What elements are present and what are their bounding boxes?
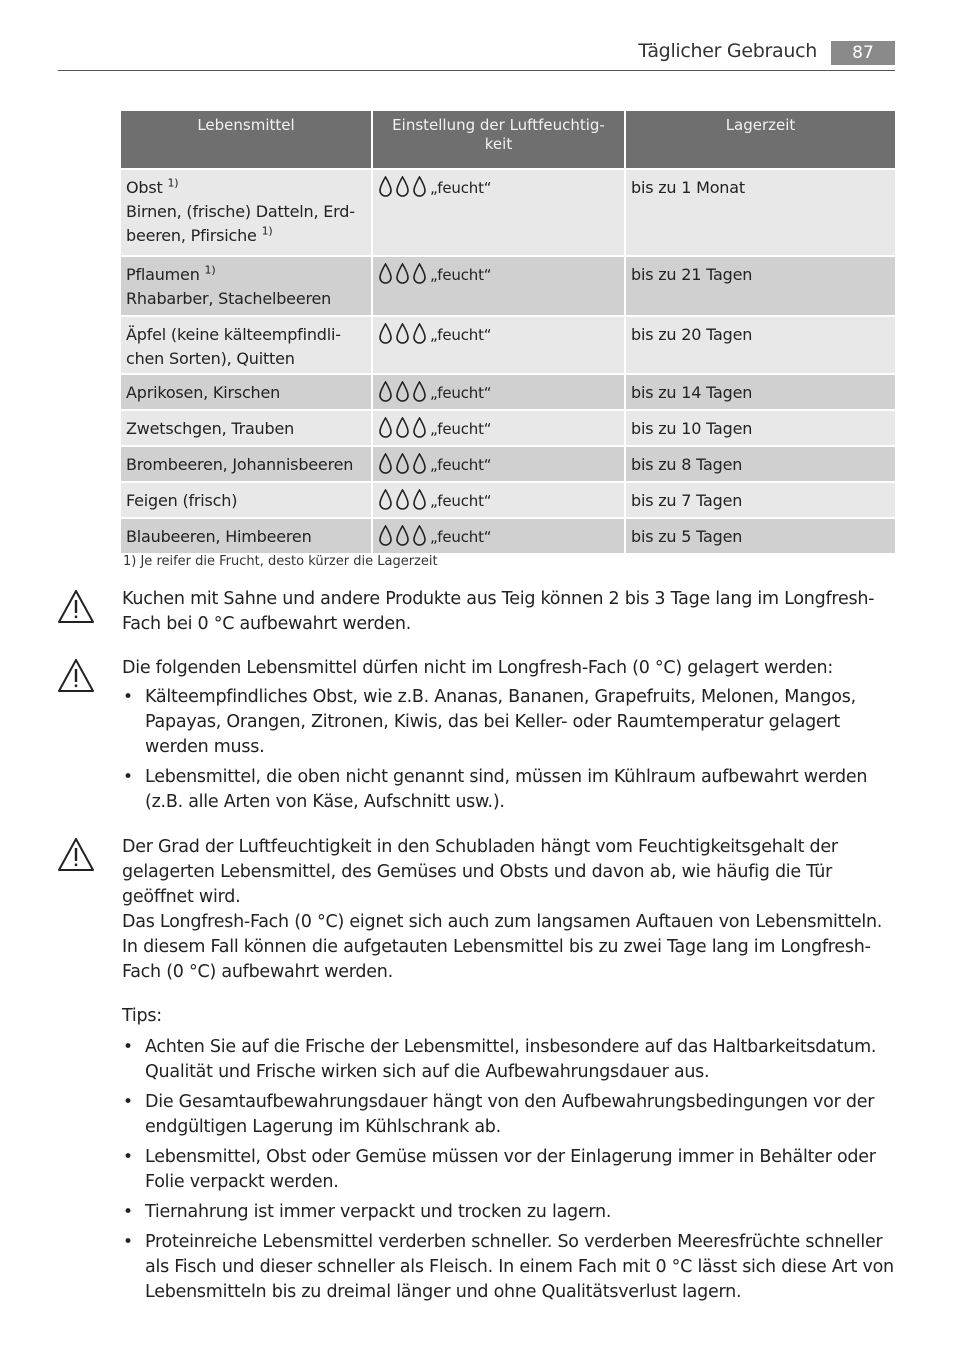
- humidity-label: „feucht“: [430, 266, 492, 284]
- list-item: • Lebensmittel, die oben nicht genannt sind, müssen im Kühlraum aufbewahrt werden (z.B. alle Arten von Käse, Aufschnitt usw.).: [122, 765, 897, 815]
- water-drops-icon: [378, 489, 428, 511]
- warning-triangle-icon: [57, 658, 95, 694]
- food-name: Obst: [126, 178, 163, 197]
- water-drops-icon: [378, 417, 428, 439]
- humidity-label: „feucht“: [430, 528, 492, 546]
- table-row: [121, 447, 895, 483]
- storage-cell: bis zu 21 Tagen: [626, 257, 895, 317]
- storage-cell: bis zu 1 Monat: [626, 170, 895, 257]
- tips-section: [122, 1004, 897, 1310]
- storage-cell: bis zu 7 Tagen: [626, 483, 895, 519]
- humidity-cell: [373, 519, 626, 555]
- list-item: • Achten Sie auf die Frische der Lebensmittel, insbesondere auf das Haltbarkeitsdatum. Qualität und Frische wirken sich auf die Aufbewahrungsdauer aus.: [122, 1035, 897, 1085]
- humidity-label: „feucht“: [430, 420, 492, 438]
- food-detail: beeren, Pfirsiche: [126, 226, 257, 245]
- warning-not-allowed: [122, 656, 897, 820]
- column-header-humidity: Einstellung der Luftfeuchtig- keit: [373, 111, 626, 170]
- water-drops-icon: [378, 525, 428, 547]
- list-item: • Proteinreiche Lebensmittel verderben schneller. So verderben Meeresfrüchte schneller als Fisch und dieser schneller als Fleisch. In einem Fach mit 0 °C lässt sich diese Art von Lebensmitteln bis zu dreimal länger und ohne Qualitätsverlust lagern.: [122, 1230, 897, 1305]
- table-row: [121, 170, 895, 257]
- water-drops-icon: [378, 176, 428, 198]
- storage-cell: bis zu 5 Tagen: [626, 519, 895, 555]
- water-drops-icon: [378, 323, 428, 345]
- food-cell: Zwetschgen, Trauben: [121, 411, 373, 447]
- water-drops-icon: [378, 381, 428, 403]
- table-row: [121, 317, 895, 375]
- warning-triangle-icon: [57, 589, 95, 625]
- not-allowed-list: [122, 685, 897, 815]
- storage-cell: bis zu 14 Tagen: [626, 375, 895, 411]
- water-drops-icon: [378, 263, 428, 285]
- warning-intro: Die folgenden Lebensmittel dürfen nicht im Longfresh-Fach (0 °C) gelagert werden:: [122, 658, 834, 678]
- table-row: [121, 519, 895, 555]
- warning-cake-note: [122, 587, 897, 637]
- food-cell: [121, 170, 373, 257]
- food-name: Äpfel (keine kälteempfindli-: [126, 325, 341, 344]
- food-detail: Rhabarber, Stachelbeeren: [126, 289, 332, 308]
- column-header-food: Lebensmittel: [121, 111, 373, 170]
- warning-text: Kuchen mit Sahne und andere Produkte aus Teig können 2 bis 3 Tage lang im Longfresh-Fach bei 0 °C aufbewahrt werden.: [122, 589, 875, 634]
- footnote-ref: 1): [261, 224, 273, 238]
- thawing-paragraph: Das Longfresh-Fach (0 °C) eignet sich auch zum langsamen Auftauen von Lebensmitteln. In diesem Fall können die aufgetauten Lebensmittel bis zu zwei Tage lang im Longfresh-Fach (0 °C) aufbewahrt werden.: [122, 912, 883, 982]
- list-item: • Kälteempfindliches Obst, wie z.B. Ananas, Bananen, Grapefruits, Melonen, Mangos, Papayas, Orangen, Zitronen, Kiwis, das bei Keller- oder Raumtemperatur gelagert werden muss.: [122, 685, 897, 760]
- table-footnote: 1) Je reifer die Frucht, desto kürzer die Lagerzeit: [123, 554, 438, 569]
- food-detail: chen Sorten), Quitten: [126, 349, 295, 368]
- storage-cell: bis zu 8 Tagen: [626, 447, 895, 483]
- table-row: [121, 375, 895, 411]
- table-row: [121, 411, 895, 447]
- humidity-paragraph: Der Grad der Luftfeuchtigkeit in den Schubladen hängt vom Feuchtigkeitsgehalt der gelagerten Lebensmittel, des Gemüses und Obsts und davon ab, wie häufig die Tür geöffnet wird.: [122, 837, 838, 907]
- humidity-cell: [373, 375, 626, 411]
- list-item: • Die Gesamtaufbewahrungsdauer hängt von den Aufbewahrungsbedingungen vor der endgültigen Lagerung im Kühlschrank ab.: [122, 1090, 897, 1140]
- table-row: [121, 257, 895, 317]
- page-header: [58, 38, 895, 71]
- warning-humidity-info: [122, 835, 897, 985]
- water-drops-icon: [378, 453, 428, 475]
- food-cell: Brombeeren, Johannisbeeren: [121, 447, 373, 483]
- humidity-label: „feucht“: [430, 456, 492, 474]
- humidity-label: „feucht“: [430, 179, 492, 197]
- storage-cell: bis zu 10 Tagen: [626, 411, 895, 447]
- food-name: Pflaumen: [126, 265, 200, 284]
- list-item: • Lebensmittel, Obst oder Gemüse müssen vor der Einlagerung immer in Behälter oder Folie verpackt werden.: [122, 1145, 897, 1195]
- food-detail: Birnen, (frische) Datteln, Erd-: [126, 202, 355, 221]
- humidity-label: „feucht“: [430, 492, 492, 510]
- warning-triangle-icon: [57, 837, 95, 873]
- column-header-storage: Lagerzeit: [626, 111, 895, 170]
- humidity-cell: [373, 257, 626, 317]
- page-number: 87: [831, 41, 895, 65]
- table-row: [121, 483, 895, 519]
- tips-list: [122, 1035, 897, 1305]
- storage-cell: bis zu 20 Tagen: [626, 317, 895, 375]
- table-header-row: [121, 111, 895, 170]
- food-cell: Feigen (frisch): [121, 483, 373, 519]
- humidity-cell: [373, 411, 626, 447]
- humidity-label: „feucht“: [430, 326, 492, 344]
- food-cell: [121, 317, 373, 375]
- humidity-label: „feucht“: [430, 384, 492, 402]
- storage-table: [121, 111, 895, 555]
- food-cell: Blaubeeren, Himbeeren: [121, 519, 373, 555]
- food-cell: [121, 257, 373, 317]
- humidity-cell: [373, 447, 626, 483]
- footnote-ref: 1): [167, 176, 179, 190]
- humidity-cell: [373, 483, 626, 519]
- humidity-cell: [373, 170, 626, 257]
- list-item: • Tiernahrung ist immer verpackt und trocken zu lagern.: [122, 1200, 897, 1225]
- section-title: Täglicher Gebrauch: [638, 40, 817, 62]
- food-cell: Aprikosen, Kirschen: [121, 375, 373, 411]
- humidity-cell: [373, 317, 626, 375]
- footnote-ref: 1): [204, 263, 216, 277]
- tips-heading: Tips:: [122, 1006, 162, 1026]
